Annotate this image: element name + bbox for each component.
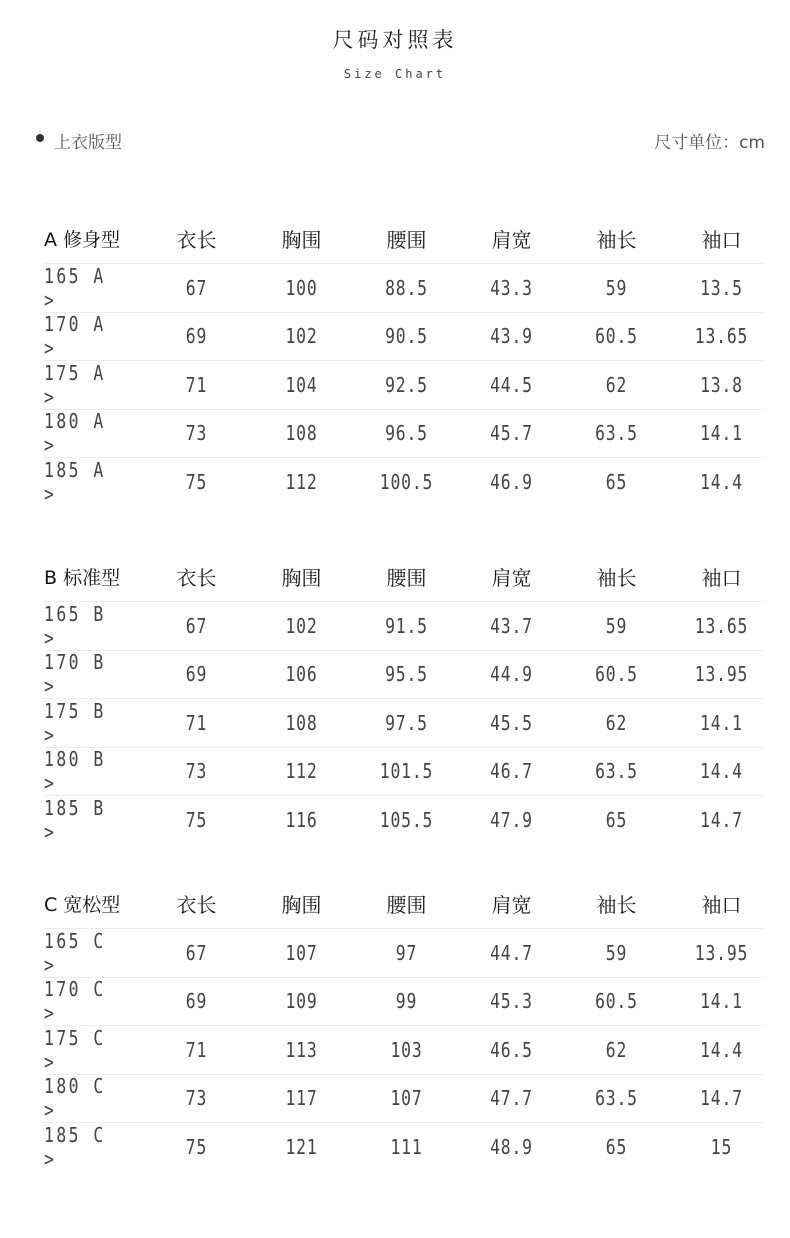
table-cell: 102 (285, 324, 318, 349)
table-cell: 43.3 (490, 275, 533, 300)
table-cell: 59 (605, 275, 628, 300)
table-cell: 14.7 (700, 1086, 743, 1111)
size-label: 185 A > (44, 457, 106, 506)
page-subtitle: Size Chart (343, 67, 447, 81)
table-cell: 65 (605, 469, 628, 494)
table-header (44, 551, 764, 602)
size-label: 175 C > (44, 1025, 106, 1074)
table-cell: 107 (285, 940, 318, 965)
table-cell: 14.1 (700, 989, 743, 1014)
table-cell: 91.5 (385, 613, 428, 638)
table-cell: 102 (285, 613, 318, 638)
table-cell: 59 (605, 613, 628, 638)
table-cell: 99 (395, 989, 418, 1014)
column-header: 袖口 (701, 227, 742, 252)
table-cell: 14.4 (700, 469, 743, 494)
column-header: 袖长 (596, 565, 637, 590)
table-cell: 100.5 (379, 469, 434, 494)
table-cell: 14.7 (700, 807, 743, 832)
table-cell: 106 (285, 662, 318, 687)
table-cell: 71 (185, 372, 208, 397)
column-header: 肩宽 (491, 565, 532, 590)
table-cell: 65 (605, 1134, 628, 1159)
size-label: 175 B > (44, 698, 106, 747)
table-cell: 105.5 (379, 807, 434, 832)
table-cell: 46.9 (490, 469, 533, 494)
table-row (44, 602, 764, 651)
table-cell: 62 (605, 710, 628, 735)
size-label: 180 A > (44, 409, 106, 458)
table-cell: 71 (185, 710, 208, 735)
unit-label: 尺寸单位：cm (654, 133, 765, 153)
table-cell: 97 (395, 940, 418, 965)
table-cell: 46.5 (490, 1037, 533, 1062)
table-cell: 113 (285, 1037, 318, 1062)
table-cell: 44.5 (490, 372, 533, 397)
size-label: 170 B > (44, 650, 106, 699)
table-cell: 108 (285, 710, 318, 735)
fit-label: C 宽松型 (44, 893, 121, 916)
table-row (44, 264, 764, 313)
size-label: 180 B > (44, 747, 106, 796)
column-header: 衣长 (176, 565, 217, 590)
table-cell: 109 (285, 989, 318, 1014)
table-cell: 111 (390, 1134, 423, 1159)
table-row (44, 796, 764, 844)
table-cell: 100 (285, 275, 318, 300)
column-header: 肩宽 (491, 227, 532, 252)
table-cell: 44.7 (490, 940, 533, 965)
column-header: 腰围 (386, 565, 427, 590)
table-row (44, 1026, 764, 1075)
table-cell: 14.4 (700, 759, 743, 784)
table-cell: 75 (185, 807, 208, 832)
size-label: 185 C > (44, 1122, 106, 1171)
table-cell: 67 (185, 613, 208, 638)
table-cell: 14.1 (700, 421, 743, 446)
table-cell: 45.5 (490, 710, 533, 735)
table-cell: 75 (185, 1134, 208, 1159)
table-cell: 45.3 (490, 989, 533, 1014)
table-cell: 67 (185, 940, 208, 965)
table-row (44, 929, 764, 978)
table-cell: 112 (285, 469, 318, 494)
column-header: 腰围 (386, 892, 427, 917)
size-label: 170 A > (44, 312, 106, 361)
column-header: 腰围 (386, 227, 427, 252)
table-cell: 15 (710, 1134, 733, 1159)
table-cell: 13.65 (694, 324, 749, 349)
table-cell: 92.5 (385, 372, 428, 397)
column-header: 衣长 (176, 227, 217, 252)
table-cell: 60.5 (595, 324, 638, 349)
table-cell: 62 (605, 1037, 628, 1062)
page-title: 尺码对照表 (332, 28, 458, 52)
table-cell: 43.9 (490, 324, 533, 349)
table-cell: 97.5 (385, 710, 428, 735)
column-header: 袖口 (701, 565, 742, 590)
table-cell: 47.7 (490, 1086, 533, 1111)
size-table-b (44, 551, 764, 844)
column-header: 肩宽 (491, 892, 532, 917)
table-cell: 107 (390, 1086, 423, 1111)
column-header: 胸围 (281, 227, 322, 252)
table-cell: 90.5 (385, 324, 428, 349)
table-cell: 112 (285, 759, 318, 784)
table-cell: 73 (185, 1086, 208, 1111)
table-header (44, 878, 764, 929)
table-cell: 65 (605, 807, 628, 832)
table-cell: 71 (185, 1037, 208, 1062)
section-label: 上衣版型 (54, 133, 122, 153)
table-cell: 104 (285, 372, 318, 397)
table-cell: 116 (285, 807, 318, 832)
table-cell: 13.95 (694, 662, 749, 687)
column-header: 袖口 (701, 892, 742, 917)
size-label: 170 C > (44, 977, 106, 1026)
table-cell: 14.4 (700, 1037, 743, 1062)
table-row (44, 361, 764, 410)
table-cell: 73 (185, 421, 208, 446)
table-row (44, 410, 764, 459)
size-label: 165 C > (44, 928, 106, 977)
table-cell: 73 (185, 759, 208, 784)
table-row (44, 699, 764, 748)
table-cell: 103 (390, 1037, 423, 1062)
table-cell: 13.5 (700, 275, 743, 300)
size-label: 165 B > (44, 601, 106, 650)
table-cell: 60.5 (595, 989, 638, 1014)
table-row (44, 1075, 764, 1124)
size-table-c (44, 878, 764, 1171)
size-label: 180 C > (44, 1074, 106, 1123)
table-cell: 47.9 (490, 807, 533, 832)
table-row (44, 978, 764, 1027)
table-cell: 69 (185, 324, 208, 349)
size-label: 185 B > (44, 795, 106, 844)
table-cell: 59 (605, 940, 628, 965)
table-cell: 13.65 (694, 613, 749, 638)
column-header: 胸围 (281, 892, 322, 917)
table-header (44, 213, 764, 264)
table-cell: 13.95 (694, 940, 749, 965)
table-cell: 67 (185, 275, 208, 300)
table-cell: 108 (285, 421, 318, 446)
table-row (44, 748, 764, 797)
table-cell: 69 (185, 662, 208, 687)
table-row (44, 651, 764, 700)
table-cell: 63.5 (595, 1086, 638, 1111)
table-cell: 14.1 (700, 710, 743, 735)
table-row (44, 313, 764, 362)
fit-label: B 标准型 (44, 566, 121, 589)
table-cell: 13.8 (700, 372, 743, 397)
table-cell: 117 (285, 1086, 318, 1111)
table-cell: 88.5 (385, 275, 428, 300)
table-cell: 60.5 (595, 662, 638, 687)
table-cell: 121 (285, 1134, 318, 1159)
table-cell: 75 (185, 469, 208, 494)
table-cell: 45.7 (490, 421, 533, 446)
table-cell: 48.9 (490, 1134, 533, 1159)
size-label: 165 A > (44, 263, 106, 312)
column-header: 袖长 (596, 227, 637, 252)
table-cell: 44.9 (490, 662, 533, 687)
bullet-dot-icon (36, 134, 44, 142)
size-table-a (44, 213, 764, 506)
fit-label: A 修身型 (44, 228, 121, 251)
table-cell: 46.7 (490, 759, 533, 784)
table-cell: 101.5 (379, 759, 434, 784)
column-header: 胸围 (281, 565, 322, 590)
table-cell: 96.5 (385, 421, 428, 446)
size-label: 175 A > (44, 360, 106, 409)
table-cell: 69 (185, 989, 208, 1014)
table-cell: 63.5 (595, 421, 638, 446)
table-row (44, 458, 764, 506)
table-row (44, 1123, 764, 1171)
column-header: 袖长 (596, 892, 637, 917)
table-cell: 63.5 (595, 759, 638, 784)
table-cell: 95.5 (385, 662, 428, 687)
table-cell: 43.7 (490, 613, 533, 638)
column-header: 衣长 (176, 892, 217, 917)
table-cell: 62 (605, 372, 628, 397)
